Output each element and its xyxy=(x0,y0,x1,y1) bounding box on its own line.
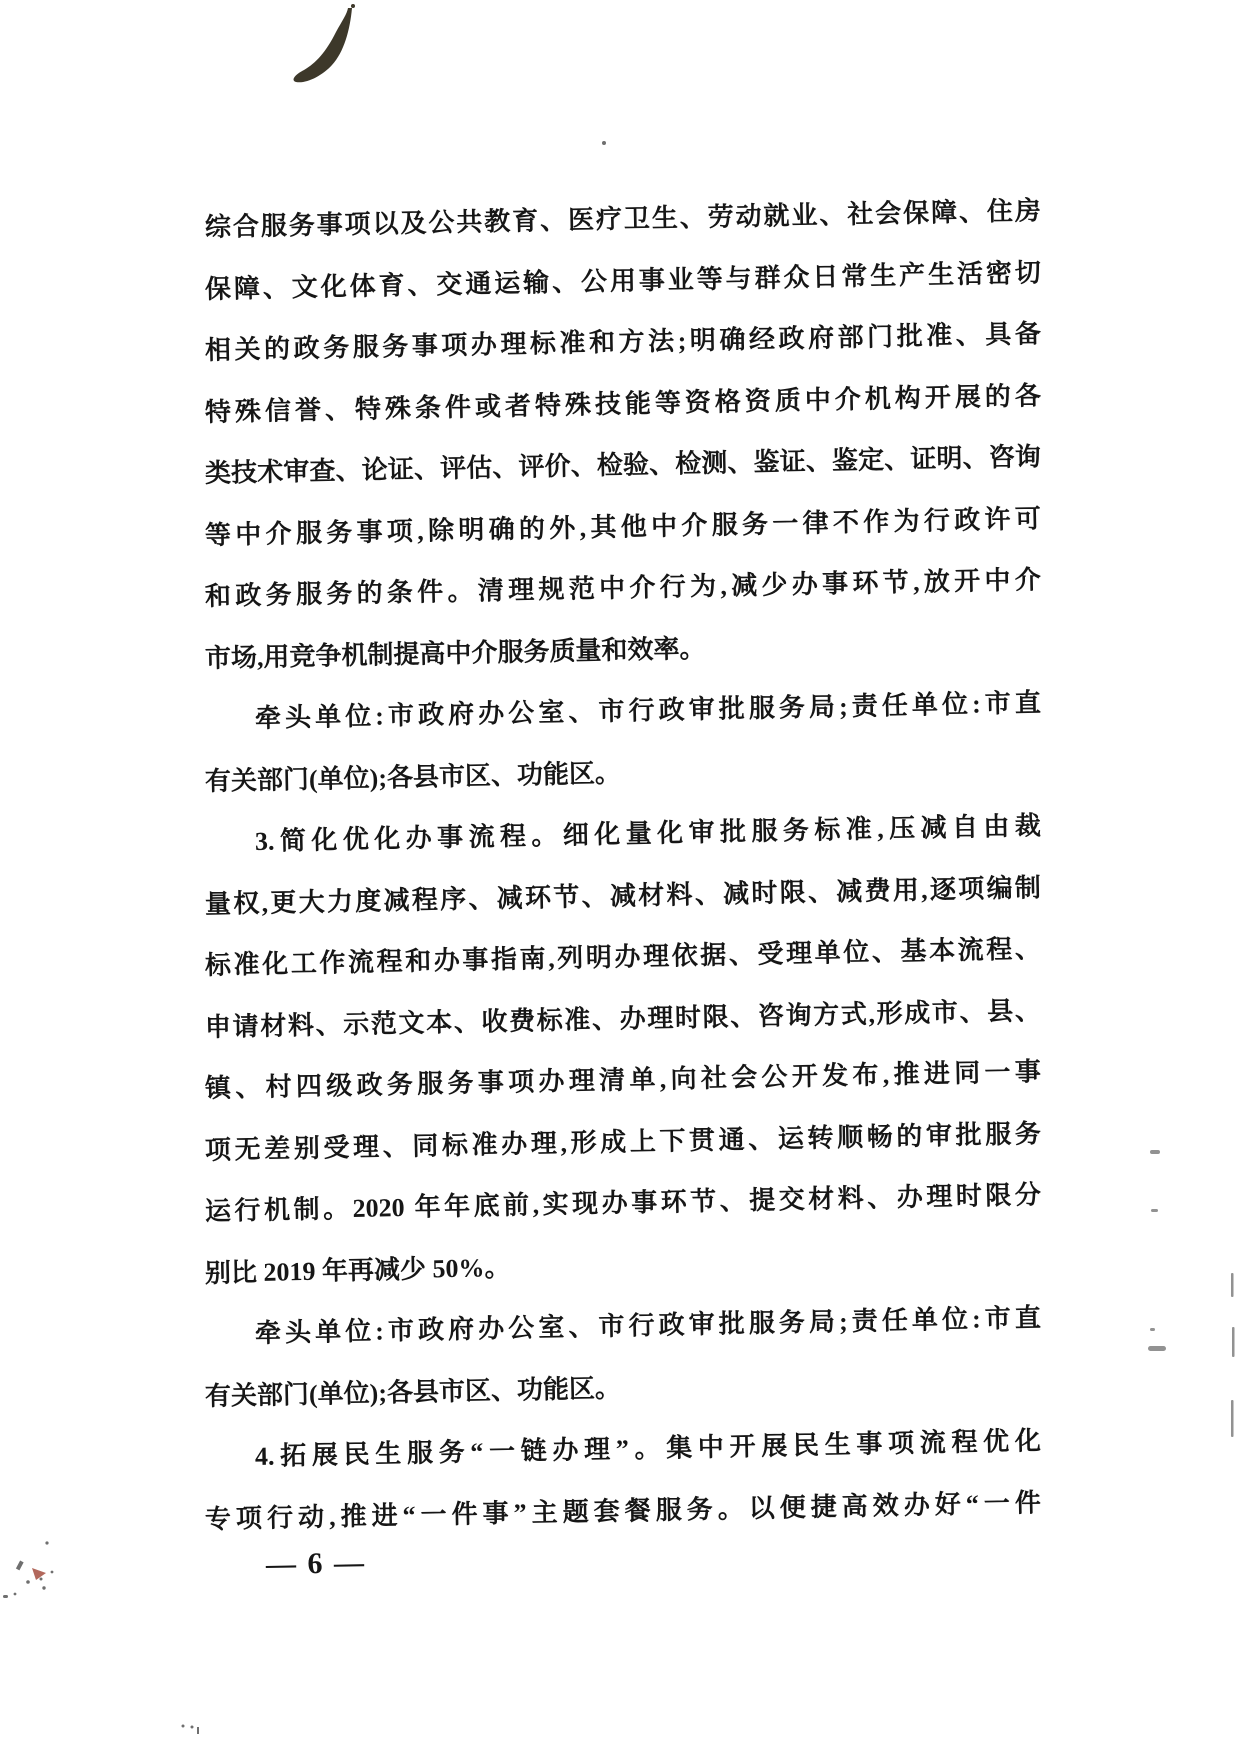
text-line: 牵头单位:市政府办公室、市行政审批服务局;责任单位:市直 xyxy=(254,1303,1042,1348)
text-line: 项无差别受理、同标准办理,形成上下贯通、运转顺畅的审批服务 xyxy=(204,1118,1042,1165)
text-line: 运行机制。2020 年年底前,实现办事环节、提交材料、办理时限分 xyxy=(204,1180,1042,1226)
text-line: 保障、文化体育、交通运输、公用事业等与群众日常生产生活密切 xyxy=(204,257,1042,304)
edge-marks xyxy=(1148,1150,1235,1437)
text-line: 牵头单位:市政府办公室、市行政审批服务局;责任单位:市直 xyxy=(254,688,1042,733)
text-line: 等中介服务事项,除明确的外,其他中介服务一律不作为行政许可 xyxy=(204,503,1042,550)
text-line: 镇、村四级政务服务事项办理清单,向社会公开发布,推进同一事 xyxy=(204,1057,1042,1103)
ink-stain-tip xyxy=(351,4,355,8)
text-line: 和政务服务的条件。清理规范中介行为,减少办事环节,放开中介 xyxy=(204,565,1042,611)
text-line: 有关部门(单位);各县市区、功能区。 xyxy=(204,1373,622,1411)
text-line: 3.简化优化办事流程。细化量化审批服务标准,压减自由裁 xyxy=(254,811,1042,856)
text-line: 别比 2019 年再减少 50%。 xyxy=(204,1252,511,1288)
text-line: 相关的政务服务事项办理标准和方法;明确经政府部门批准、具备 xyxy=(204,319,1042,365)
red-speck xyxy=(32,1568,46,1580)
text-line: 特殊信誉、特殊条件或者特殊技能等资格资质中介机构开展的各 xyxy=(204,380,1042,427)
text-line: 标准化工作流程和办事指南,列明办理依据、受理单位、基本流程、 xyxy=(204,934,1042,980)
text-line: 综合服务事项以及公共教育、医疗卫生、劳动就业、社会保障、住房 xyxy=(204,196,1042,242)
text-line: 量权,更大力度减程序、减环节、减材料、减时限、减费用,逐项编制 xyxy=(204,872,1042,919)
page-number: — 6 — xyxy=(265,1546,367,1581)
text-line: 类技术审查、论证、评估、评价、检验、检测、鉴证、鉴定、证明、咨询 xyxy=(204,442,1042,488)
text-line: 市场,用竞争机制提高中介服务质量和效率。 xyxy=(204,633,706,673)
text-line: 4.拓展民生服务“一链办理”。集中开展民生事项流程优化 xyxy=(254,1426,1042,1471)
document-text xyxy=(205,197,1041,1550)
ink-stain xyxy=(294,8,352,82)
text-line: 申请材料、示范文本、收费标准、办理时限、咨询方式,形成市、县、 xyxy=(204,995,1042,1042)
text-line: 有关部门(单位);各县市区、功能区。 xyxy=(204,758,622,796)
text-line: 专项行动,推进“一件事”主题套餐服务。以便捷高效办好“一件 xyxy=(204,1487,1042,1534)
